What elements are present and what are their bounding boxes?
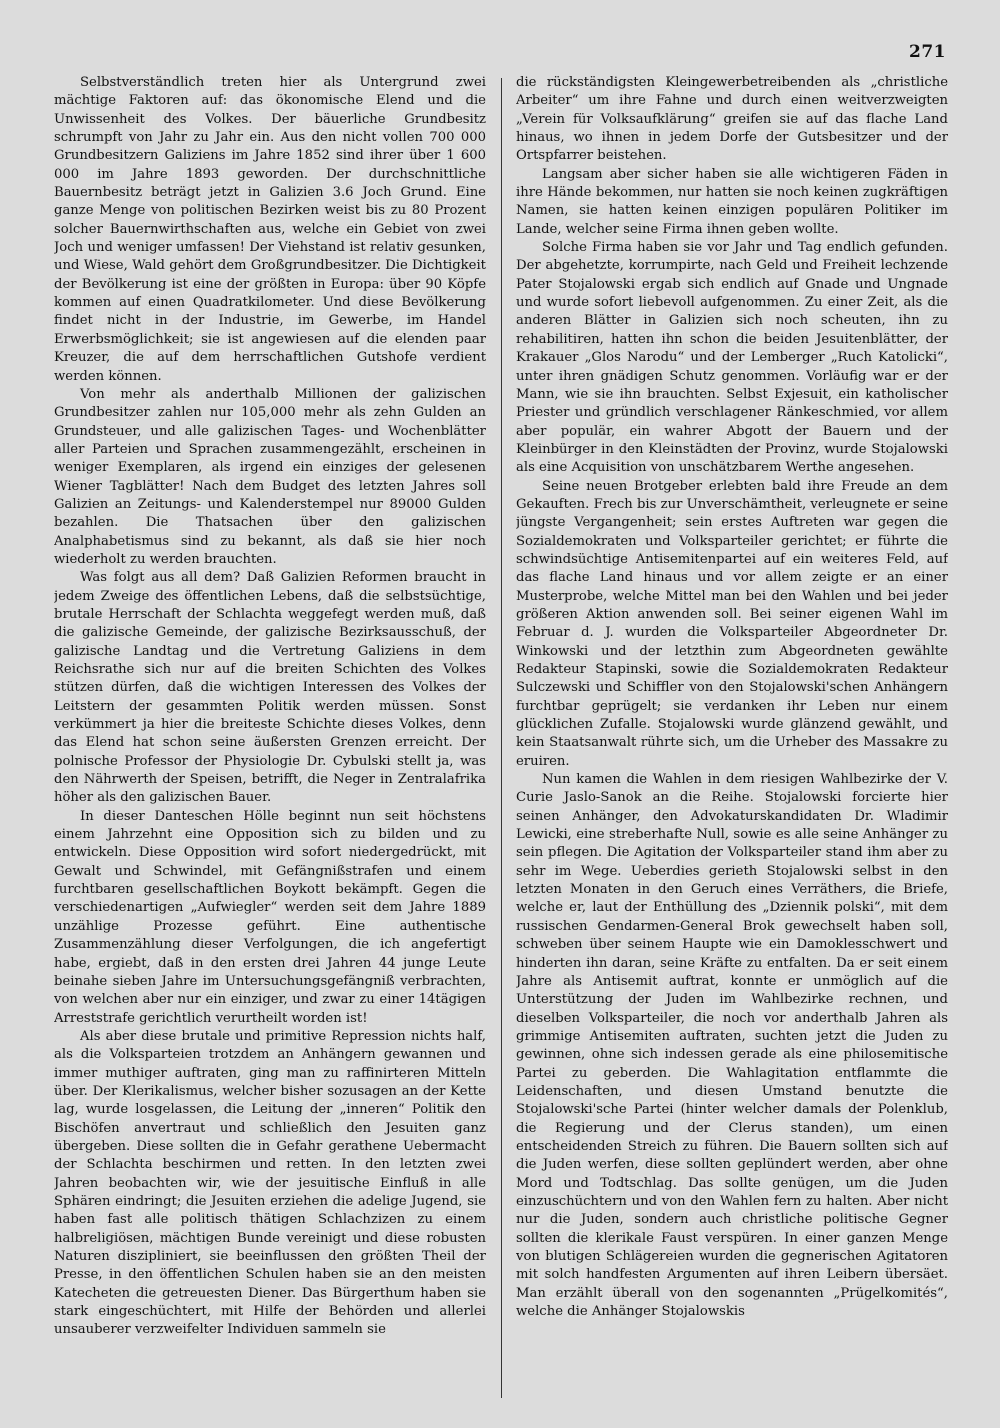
text-columns bbox=[54, 74, 948, 1398]
paragraph: Von mehr als anderthalb Millionen der galizischen Grundbesitzer zahlen nur 105,000 mehr als zehn Gulden an Grundsteuer, und alle galizischen Tages- und Wochenblätter aller Parteien und Sprachen zusammengezählt, erscheinen in weniger Exemplaren, als irgend ein einziges der gelesenen Wiener Tagblätter! Nach dem Budget des letzten Jahres soll Galizien an Zeitungs- und Kalenderstempel nur 89000 Gulden bezahlen. Die Thatsachen über den galizischen Analphabetismus sind zu bekannt, als daß sie hier noch wiederholt zu werden brauchten. bbox=[54, 386, 486, 567]
right-column bbox=[516, 74, 948, 1398]
paragraph: Als aber diese brutale und primitive Repression nichts half, als die Volksparteien trotzdem an Anhängern gewannen und immer muthiger auftraten, ging man zu raffinirteren Mitteln über. Der Klerikalismus, welcher bisher sozusagen an der Kette lag, wurde losgelassen, die Leitung der „inneren“ Politik den Bischöfen anvertraut und schließlich den Jesuiten ganz übergeben. Diese sollten die in Gefahr gerathene Uebermacht der Schlachta beschirmen und retten. In den letzten zwei Jahren beobachten wir, wie der jesuitische Einfluß in alle Sphären eindringt; die Jesuiten erziehen die adelige Jugend, sie haben fast alle politisch thätigen Schlachzizen zu einem halbreligiösen, mächtigen Bunde vereinigt und diese robusten Naturen diszipliniert, sie beeinflussen den größten Theil der Presse, in den öffentlichen Schulen haben sie an den meisten Katecheten die getreuesten Diener. Das Bürgerthum haben sie stark eingeschüchtert, mit Hilfe der Behörden und allerlei unsauberer verzweifelter Individuen sammeln sie bbox=[54, 1028, 486, 1338]
column-divider bbox=[501, 78, 502, 1398]
left-column bbox=[54, 74, 486, 1398]
paragraph: Langsam aber sicher haben sie alle wichtigeren Fäden in ihre Hände bekommen, nur hatten sie noch keinen zugkräftigen Namen, sie hatten keinen einzigen populären Politiker im Lande, welcher seine Firma ihnen geben wollte. bbox=[516, 166, 948, 237]
page-number: 271 bbox=[909, 42, 946, 62]
paragraph: die rückständigsten Kleingewerbetreibenden als „christliche Arbeiter“ um ihre Fahne und durch einen weitverzweigten „Verein für Volksaufklärung“ greifen sie auf das flache Land hinaus, wo ihnen in jedem Dorfe der Gutsbesitzer und der Ortspfarrer beistehen. bbox=[516, 75, 948, 164]
paragraph: Solche Firma haben sie vor Jahr und Tag endlich gefunden. Der abgehetzte, korrumpirte, nach Geld und Freiheit lechzende Pater Stojalowski ergab sich endlich auf Gnade und Ungnade und wurde sofort liebevoll aufgenommen. Zu einer Zeit, als die anderen Blätter in Galizien sich noch scheuten, ihn zu rehabilitiren, hatten ihn schon die beiden Jesuitenblätter, der Krakauer „Glos Narodu“ und der Lemberger „Ruch Katolicki“, unter ihren gnädigen Schutz genommen. Vorläufig war er der Mann, wie sie ihn brauchten. Selbst Exjesuit, ein katholischer Priester und gründlich verschlagener Ränkeschmied, vor allem aber populär, ein wahrer Abgott der Bauern und der Kleinbürger in den Kleinstädten der Provinz, wurde Stojalowski als eine Acquisition von unschätzbarem Werthe angesehen. bbox=[516, 240, 948, 476]
paragraph: Was folgt aus all dem? Daß Galizien Reformen braucht in jedem Zweige des öffentlichen Lebens, daß die selbstsüchtige, brutale Herrschaft der Schlachta weggefegt werden muß, daß die galizische Gemeinde, der galizische Bezirksausschuß, der galizische Landtag und die Vertretung Galiziens in dem Reichsrathe sich nur auf die breiten Schichten des Volkes stützen dürfen, daß die wichtigen Interessen des Volkes der Leitstern der gesammten Politik werden müssen. Sonst verkümmert ja hier die breiteste Schichte dieses Volkes, denn das Elend hat schon seine äußersten Grenzen erreicht. Der polnische Professor der Physiologie Dr. Cybulski stellt ja, was den Nährwerth der Speisen, betrifft, die Neger in Zentralafrika höher als den galizischen Bauer. bbox=[54, 570, 486, 806]
paragraph: Seine neuen Brotgeber erlebten bald ihre Freude an dem Gekauften. Frech bis zur Unverschämtheit, verleugnete er seine jüngste Vergangenheit; sein erstes Auftreten war gegen die Sozialdemokraten und Volksparteiler gerichtet; er führte die schwindsüchtige Antisemitenpartei auf ein weiteres Feld, auf das flache Land hinaus und vor allem zeigte er an einer Musterprobe, welche Mittel man bei den Wahlen und bei jeder größeren Aktion anwenden soll. Bei seiner eigenen Wahl im Februar d. J. wurden die Volksparteiler Abgeordneter Dr. Winkowski und der letzthin zum Abgeordneten gewählte Redakteur Stapinski, sowie die Sozialdemokraten Redakteur Sulczewski und Schiffler von den Stojalowski'schen Anhängern furchtbar geprügelt; sie verdanken ihr Leben nur einem glücklichen Zufalle. Stojalowski wurde glänzend gewählt, und kein Staatsanwalt rührte sich, um die Urheber des Massakre zu eruiren. bbox=[516, 478, 948, 769]
paragraph: Selbstverständlich treten hier als Untergrund zwei mächtige Faktoren auf: das ökonomische Elend und die Unwissenheit des Volkes. Der bäuerliche Grundbesitz schrumpft von Jahr zu Jahr ein. Aus den nicht vollen 700 000 Grundbesitzern Galiziens im Jahre 1852 sind ihrer über 1 600 000 im Jahre 1893 geworden. Der durchschnittliche Bauernbesitz beträgt jetzt in Galizien 3.6 Joch Grund. Eine ganze Menge von politischen Bezirken weist bis zu 80 Prozent solcher Bauernwirthschaften aus, welche ein Gebiet von zwei Joch und weniger umfassen! Der Viehstand ist relativ gesunken, und Wiese, Wald gehört dem Großgrundbesitzer. Die Dichtigkeit der Bevölkerung ist eine der größten in Europa: über 90 Köpfe kommen auf einen Quadratkilometer. Und diese Bevölkerung findet nicht in der Industrie, im Gewerbe, im Handel Erwerbsmöglichkeit; sie ist angewiesen auf die elenden paar Kreuzer, die auf dem herrschaftlichen Gutshofe verdient werden können. bbox=[54, 75, 486, 384]
paragraph: In dieser Danteschen Hölle beginnt nun seit höchstens einem Jahrzehnt eine Opposition sich zu bilden und zu entwickeln. Diese Opposition wird sofort niedergedrückt, mit Gewalt und Schwindel, mit Gefängnißstrafen und einem furchtbaren gesellschaftlichen Boykott bekämpft. Gegen die verschiedenartigen „Aufwiegler“ werden seit dem Jahre 1889 unzählige Prozesse geführt. Eine authentische Zusammenzählung dieser Verfolgungen, die ich angefertigt habe, ergiebt, daß in den ersten drei Jahren 44 junge Leute beinahe sieben Jahre im Untersuchungsgefängniß verbrachten, von welchen aber nur ein einziger, und zwar zu einer 14tägigen Arreststrafe gerichtlich verurtheilt worden ist! bbox=[54, 808, 486, 1026]
paragraph: Nun kamen die Wahlen in dem riesigen Wahlbezirke der V. Curie Jaslo-Sanok an die Reihe. Stojalowski forcierte hier seinen Anhänger, den Advokaturskandidaten Dr. Wladimir Lewicki, eine streberhafte Null, sowie es alle seine Anhänger zu sein pflegen. Die Agitation der Volksparteiler stand ihm aber zu sehr im Wege. Ueberdies gerieth Stojalowski selbst in den letzten Monaten in den Geruch eines Verräthers, die Briefe, welche er, laut der Enthüllung des „Dziennik polski“, mit dem russischen Gendarmen-General Brok gewechselt haben soll, schweben über seinem Haupte wie ein Damoklesschwert und hinderten ihn daran, seine Kräfte zu entfalten. Da er seit einem Jahre als Antisemit auftrat, konnte er unmöglich auf die Unterstützung der Juden im Wahlbezirke rechnen, und dieselben Volksparteiler, die noch vor anderthalb Jahren als grimmige Antisemiten auftraten, suchten jetzt die Juden zu gewinnen, ohne sich indessen gerade als eine philosemitische Partei zu geberden. Die Wahlagitation entflammte die Leidenschaften, und diesen Umstand benutzte die Stojalowski'sche Partei (hinter welcher damals der Polenklub, die Regierung und der Clerus standen), um einen entscheidenden Streich zu führen. Die Bauern sollten sich auf die Juden werfen, diese sollten geplündert werden, aber ohne Mord und Todtschlag. Das sollte genügen, um die Juden einzuschüchtern und von den Wahlen fern zu halten. Aber nicht nur die Juden, sondern auch christliche politische Gegner sollten die klerikale Faust verspüren. In einer ganzen Menge von blutigen Schlägereien wurden die gegnerischen Agitatoren mit solch handfesten Argumenten auf ihren Leibern übersäet. Man erzählt überall von den sogenannten „Prügelkomités“, welche die Anhänger Stojalowskis bbox=[516, 772, 948, 1320]
